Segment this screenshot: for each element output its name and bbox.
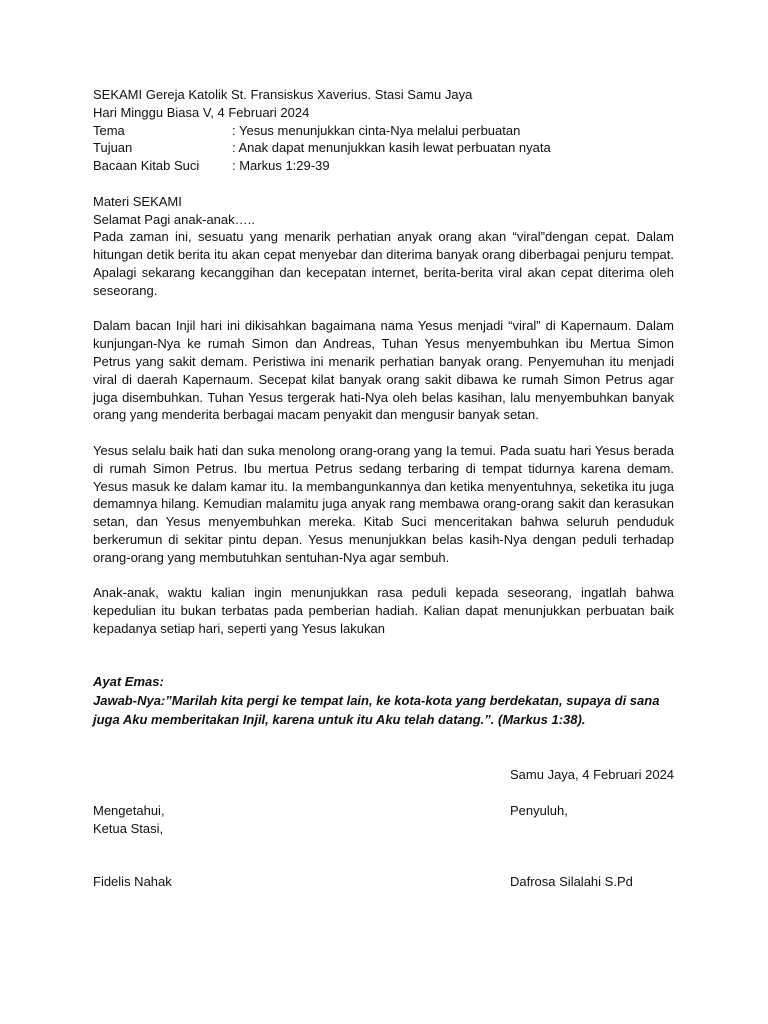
meta-row-bacaan [93, 157, 674, 175]
ayat-emas-heading: Ayat Emas: [93, 674, 164, 690]
header-line-church: SEKAMI Gereja Katolik St. Fransiskus Xaverius. Stasi Samu Jaya [93, 87, 473, 102]
meta-row-tujuan [93, 139, 674, 157]
meta-row-tema [93, 122, 674, 140]
header-line-date: Hari Minggu Biasa V, 4 Februari 2024 [93, 104, 310, 120]
signature-left-name: Fidelis Nahak [93, 874, 172, 889]
signature-right-title: Penyuluh, [510, 803, 568, 818]
ayat-emas-text: Jawab-Nya:”Marilah kita pergi ke tempat lain, ke kota-kota yang berdekatan, supaya di sana juga Aku memberitakan Injil, karena untuk itu Aku telah datang.”. (Markus 1:38). [93, 693, 660, 728]
meta-value-tema: : Yesus menunjukkan cinta-Nya melalui perbuatan [232, 122, 521, 138]
paragraph-2: Dalam bacan Injil hari ini dikisahkan bagaimana nama Yesus menjadi “viral” di Kapernaum. Dalam kunjungan-Nya ke rumah Simon dan Andreas, Tuhan Yesus menyembuhkan ibu Mertua Simon Petrus yang sakit demam. Peristiwa ini menarik perhatian banyak orang. Penyemuhan itu menjadi viral di daerah Kapernaum. Secepat kilat banyak orang sakit dibawa ke rumah Simon Petrus agar juga disembuhkan. Tuhan Yesus tergerak hati-Nya oleh belas kasihan, lalu menyembuhkan banyak orang yang menderita berbagai macam penyakit dan mengusir banyak setan. [93, 318, 674, 423]
signature-left-role: Ketua Stasi, [93, 821, 164, 836]
meta-label-bacaan: Bacaan Kitab Suci [93, 158, 200, 174]
meta-value-bacaan: : Markus 1:29-39 [232, 158, 330, 174]
meta-label-tema: Tema [93, 122, 125, 138]
paragraph-3: Yesus selalu baik hati dan suka menolong orang-orang yang Ia temui. Pada suatu hari Yesus berada di rumah Simon Petrus. Ibu mertua Petrus sedang terbaring di tempat tidurnya karena demam. Yesus masuk ke dalam kamar itu. Ia membangunkannya dan ketika menyentuhnya, seketika itu juga demamnya hilang. Kemudian malamitu juga anyak rang membawa orang-orang sakit dan kerasukan setan, dan Yesus menyembuhkan mereka. Kitab Suci menceritakan bahwa seluruh penduduk berkerumun di sekitar pintu depan. Yesus menunjukkan belas kasih-Nya dengan peduli terhadap orang-orang yang membutuhkan sentuhan-Nya agar sembuh. [93, 442, 674, 565]
signature-right-name: Dafrosa Silalahi S.Pd [510, 874, 633, 889]
paragraph-1: Pada zaman ini, sesuatu yang menarik perhatian anyak orang akan “viral”dengan cepat. Dalam hitungan detik berita itu akan cepat menyebar dan diterima banyak orang diberbagai penjuru tempat. Apalagi sekarang kecanggihan dan kecepatan internet, berita-berita viral akan cepat diterima oleh seseorang. [93, 229, 674, 298]
meta-value-tujuan: : Anak dapat menunjukkan kasih lewat perbuatan nyata [232, 140, 551, 156]
document-page [93, 86, 674, 729]
materi-heading: Materi SEKAMI [93, 193, 182, 209]
signature-left-title: Mengetahui, [93, 803, 165, 818]
signature-place-date: Samu Jaya, 4 Februari 2024 [510, 767, 675, 782]
greeting: Selamat Pagi anak-anak….. [93, 211, 255, 227]
paragraph-4: Anak-anak, waktu kalian ingin menunjukkan rasa peduli kepada seseorang, ingatlah bahwa kepedulian itu bukan terbatas pada pemberian hadiah. Kalian dapat menunjukkan perbuatan baik kepadanya setiap hari, seperti yang Yesus lakukan [93, 585, 674, 636]
meta-label-tujuan: Tujuan [93, 140, 133, 156]
